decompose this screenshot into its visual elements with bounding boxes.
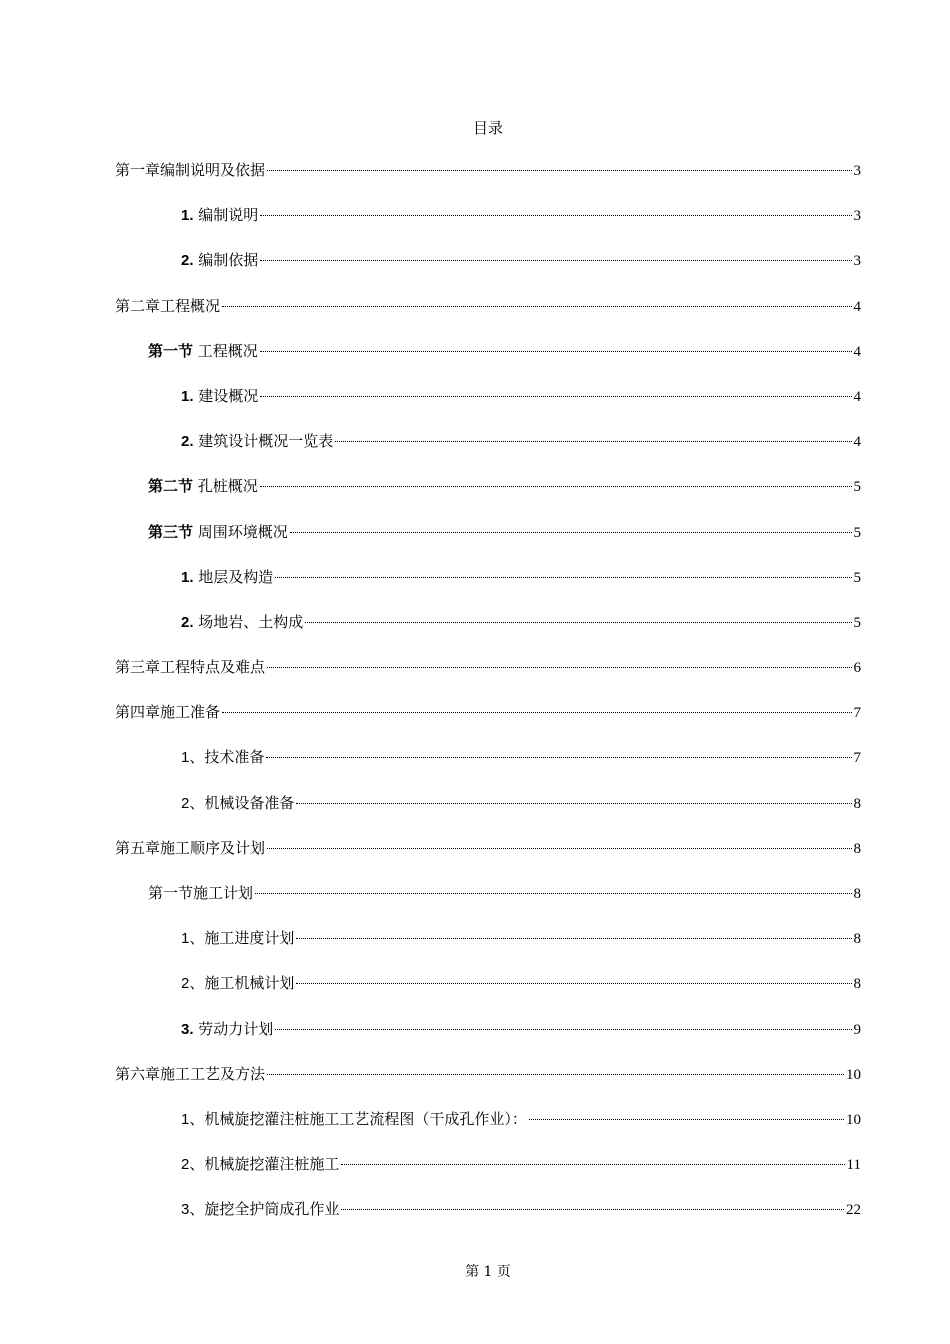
toc-dot-leader bbox=[296, 983, 851, 984]
toc-dot-leader bbox=[275, 577, 851, 578]
toc-entry-text: 地层及构造 bbox=[193, 567, 274, 586]
toc-page-number: 7 bbox=[853, 705, 861, 722]
toc-page-number: 11 bbox=[846, 1157, 861, 1174]
toc-page-number: 8 bbox=[853, 886, 861, 902]
toc-dot-leader bbox=[305, 622, 851, 623]
toc-entry-prefix: 第五章 bbox=[115, 838, 161, 857]
toc-entry-prefix: 第六章 bbox=[115, 1064, 161, 1083]
toc-entry-prefix: 2、 bbox=[181, 794, 205, 812]
toc-entry-text: 机械旋挖灌注桩施工 bbox=[204, 1155, 340, 1174]
toc-dot-leader bbox=[267, 667, 851, 668]
toc-entry-text: 编制依据 bbox=[193, 251, 259, 270]
toc-page-number: 5 bbox=[853, 614, 861, 631]
toc-entry-prefix: 1. bbox=[181, 568, 194, 586]
toc-entry-prefix: 1. bbox=[181, 207, 194, 225]
toc-page-number: 7 bbox=[853, 750, 861, 767]
toc-entry[interactable] bbox=[115, 159, 861, 204]
toc-dot-leader bbox=[260, 351, 852, 352]
toc-dot-leader bbox=[290, 532, 852, 533]
toc-entry-prefix: 2. bbox=[181, 252, 194, 270]
toc-dot-leader bbox=[529, 1119, 844, 1120]
toc-dot-leader bbox=[260, 215, 851, 216]
toc-entry[interactable] bbox=[115, 611, 861, 656]
toc-entry-text: 工程特点及难点 bbox=[160, 658, 266, 677]
toc-dot-leader bbox=[341, 1164, 844, 1165]
toc-entry-text: 施工工艺及方法 bbox=[160, 1064, 266, 1083]
toc-entry[interactable] bbox=[115, 656, 861, 701]
toc-dot-leader bbox=[222, 712, 851, 713]
toc-entry-prefix: 2. bbox=[181, 433, 194, 451]
toc-entry-prefix: 第四章 bbox=[115, 703, 161, 722]
toc-page-number: 5 bbox=[853, 569, 861, 586]
toc-entry[interactable] bbox=[115, 566, 861, 611]
toc-entry-text: 施工计划 bbox=[193, 884, 254, 902]
toc-entry[interactable] bbox=[115, 521, 861, 566]
toc-dot-leader bbox=[255, 893, 851, 894]
toc-entry-text: 机械设备准备 bbox=[204, 793, 295, 812]
toc-entry[interactable] bbox=[115, 1153, 861, 1198]
toc-entry-text: 旋挖全护筒成孔作业 bbox=[204, 1200, 340, 1219]
toc-entry-prefix: 2、 bbox=[181, 975, 205, 993]
toc-entry-prefix: 第一节 bbox=[148, 341, 194, 360]
toc-entry-text: 技术准备 bbox=[204, 748, 265, 767]
toc-dot-leader bbox=[296, 938, 851, 939]
toc-entry[interactable] bbox=[115, 430, 861, 475]
toc-dot-leader bbox=[267, 170, 851, 171]
toc-entry[interactable] bbox=[115, 837, 861, 882]
toc-entry[interactable] bbox=[115, 475, 861, 520]
toc-page-number: 8 bbox=[853, 795, 861, 812]
toc-entry-prefix: 1、 bbox=[181, 1110, 205, 1128]
toc-page-number: 9 bbox=[853, 1021, 861, 1038]
toc-entry-prefix: 第一章 bbox=[115, 161, 161, 179]
toc-entry-prefix: 第二章 bbox=[115, 296, 161, 315]
toc-entry-text: 编制说明 bbox=[193, 206, 259, 225]
page-footer: 第 1 页 bbox=[465, 1264, 511, 1280]
toc-entry-text: 施工机械计划 bbox=[204, 974, 295, 993]
toc-page-number: 4 bbox=[853, 388, 861, 405]
toc-entry-prefix: 第二节 bbox=[148, 477, 194, 496]
toc-title: 目录 bbox=[472, 119, 503, 137]
toc-entry-prefix: 3. bbox=[181, 1020, 194, 1038]
toc-entry[interactable] bbox=[115, 882, 861, 927]
toc-entry-text: 施工准备 bbox=[160, 703, 221, 722]
toc-entry-text: 编制说明及依据 bbox=[160, 161, 266, 179]
toc-entry-text: 建筑设计概况一览表 bbox=[193, 432, 334, 451]
toc-entry[interactable] bbox=[115, 1018, 861, 1063]
toc-entry-prefix: 第一节 bbox=[148, 884, 194, 902]
toc-entry-text: 施工顺序及计划 bbox=[160, 838, 266, 857]
toc-entry-prefix: 1. bbox=[181, 387, 194, 405]
toc-entry[interactable] bbox=[115, 204, 861, 249]
toc-dot-leader bbox=[260, 260, 851, 261]
toc-entry[interactable] bbox=[115, 972, 861, 1017]
toc-entry[interactable] bbox=[115, 295, 861, 340]
toc-list bbox=[115, 159, 861, 1244]
toc-page-number: 8 bbox=[853, 840, 861, 857]
toc-entry-prefix: 2、 bbox=[181, 1156, 205, 1174]
toc-dot-leader bbox=[275, 1029, 851, 1030]
toc-page-number: 4 bbox=[853, 434, 861, 451]
toc-entry[interactable] bbox=[115, 701, 861, 746]
toc-dot-leader bbox=[267, 848, 851, 849]
toc-dot-leader bbox=[260, 486, 852, 487]
toc-dot-leader bbox=[266, 757, 851, 758]
toc-entry-text: 机械旋挖灌注桩施工工艺流程图（干成孔作业）： bbox=[204, 1109, 527, 1128]
toc-page-number: 3 bbox=[853, 253, 861, 270]
toc-entry-text: 劳动力计划 bbox=[193, 1019, 274, 1038]
toc-entry-text: 建设概况 bbox=[193, 386, 259, 405]
toc-entry-text: 场地岩、土构成 bbox=[193, 612, 304, 631]
toc-entry-prefix: 第三章 bbox=[115, 658, 161, 677]
toc-entry[interactable] bbox=[115, 746, 861, 791]
toc-entry[interactable] bbox=[115, 1198, 861, 1243]
toc-entry[interactable] bbox=[115, 1063, 861, 1108]
toc-dot-leader bbox=[222, 306, 851, 307]
toc-entry-prefix: 第三节 bbox=[148, 522, 194, 541]
toc-page-number: 8 bbox=[853, 976, 861, 993]
toc-page-number: 3 bbox=[853, 208, 861, 225]
toc-page-number: 10 bbox=[846, 1111, 861, 1128]
toc-entry-text: 孔桩概况 bbox=[193, 477, 258, 496]
toc-page-number: 10 bbox=[846, 1066, 861, 1083]
toc-page-number: 5 bbox=[853, 524, 861, 541]
toc-entry-text: 周围环境概况 bbox=[193, 522, 288, 541]
toc-entry-prefix: 2. bbox=[181, 613, 194, 631]
toc-entry-text: 工程概况 bbox=[193, 341, 258, 360]
toc-dot-leader bbox=[260, 396, 851, 397]
toc-page-number: 5 bbox=[853, 479, 861, 496]
toc-page-number: 4 bbox=[853, 298, 861, 315]
toc-page-number: 8 bbox=[853, 931, 861, 948]
toc-entry[interactable] bbox=[115, 927, 861, 972]
toc-entry[interactable] bbox=[115, 385, 861, 430]
toc-dot-leader bbox=[335, 441, 851, 442]
toc-page-number: 4 bbox=[853, 343, 861, 360]
toc-entry-prefix: 3、 bbox=[181, 1201, 205, 1219]
toc-dot-leader bbox=[296, 803, 851, 804]
toc-page-number: 3 bbox=[853, 163, 861, 179]
toc-entry[interactable] bbox=[115, 1108, 861, 1153]
toc-entry[interactable] bbox=[115, 792, 861, 837]
toc-dot-leader bbox=[341, 1209, 844, 1210]
toc-page-number: 6 bbox=[853, 660, 861, 677]
toc-entry[interactable] bbox=[115, 340, 861, 385]
toc-entry-text: 工程概况 bbox=[160, 296, 221, 315]
toc-dot-leader bbox=[267, 1074, 844, 1075]
toc-entry-text: 施工进度计划 bbox=[204, 929, 295, 948]
toc-entry-prefix: 1、 bbox=[181, 930, 205, 948]
toc-entry-prefix: 1、 bbox=[181, 749, 205, 767]
toc-entry[interactable] bbox=[115, 249, 861, 294]
toc-page-number: 22 bbox=[846, 1202, 861, 1219]
